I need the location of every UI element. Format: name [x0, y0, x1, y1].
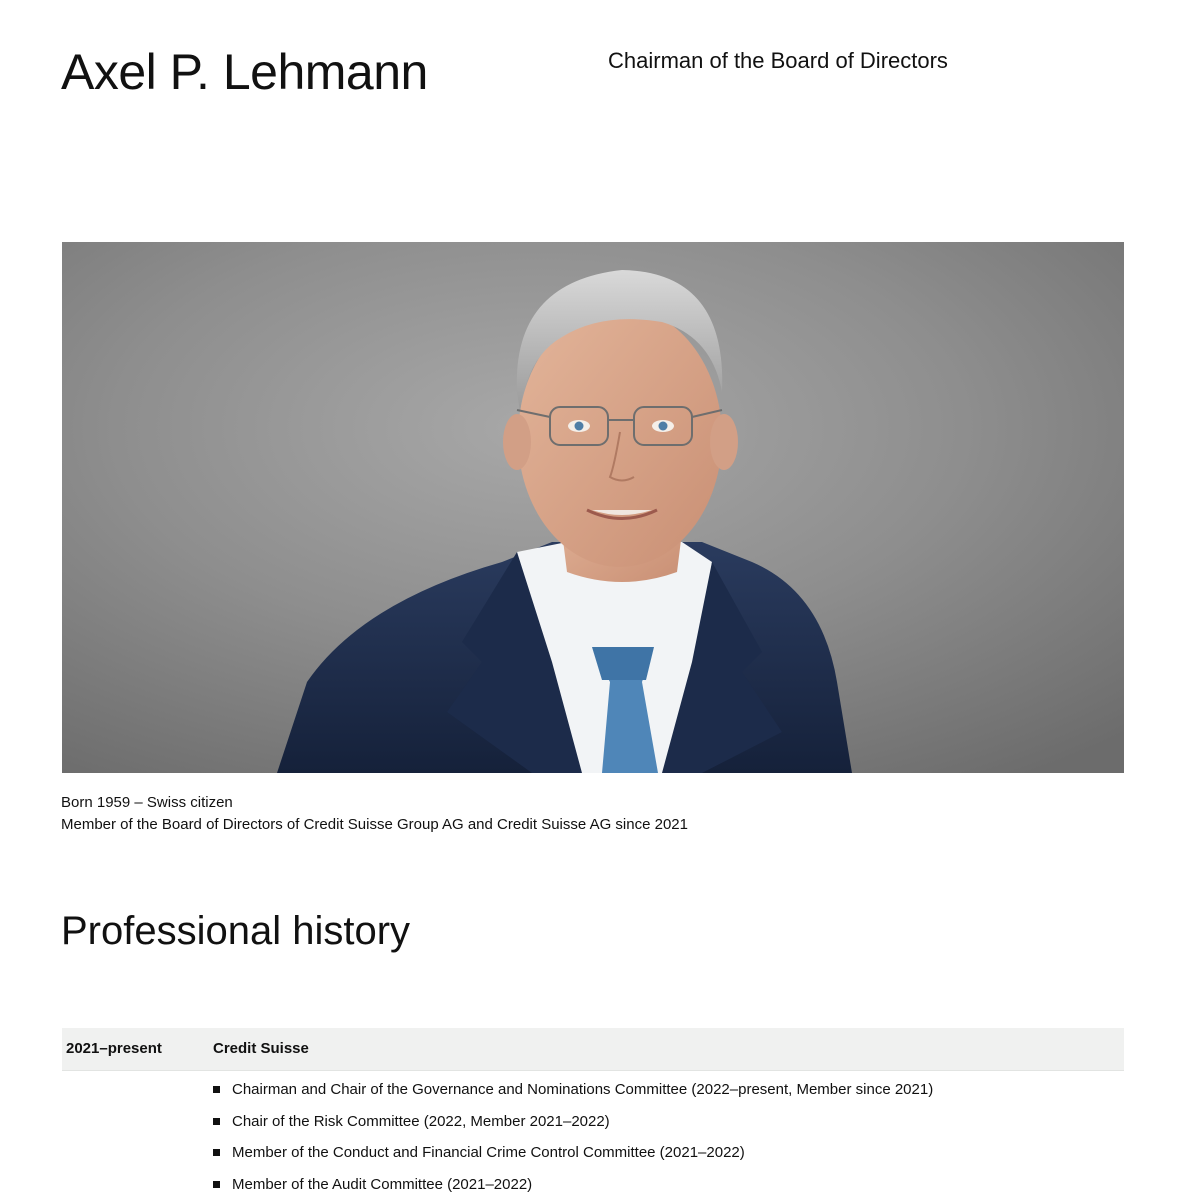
portrait-photo	[62, 242, 1124, 773]
square-bullet-icon	[213, 1118, 220, 1125]
role-title: Chairman of the Board of Directors	[608, 48, 948, 73]
list-item-text: Chair of the Risk Committee (2022, Member 2021–2022)	[232, 1112, 610, 1130]
list-item	[213, 1110, 933, 1142]
square-bullet-icon	[213, 1086, 220, 1093]
list-item	[213, 1078, 933, 1110]
list-item-text: Member of the Audit Committee (2021–2022)	[232, 1175, 533, 1193]
list-item-text: Chairman and Chair of the Governance and Nominations Committee (2022–present, Member since 2021)	[232, 1081, 934, 1098]
professional-history-heading: Professional history	[61, 909, 411, 953]
list-item	[213, 1141, 933, 1173]
history-row-header	[62, 1028, 1124, 1071]
list-item	[213, 1173, 933, 1200]
bio-summary	[61, 792, 688, 836]
page-title: Axel P. Lehmann	[61, 44, 428, 100]
portrait-illustration	[62, 242, 1124, 773]
history-item-list	[213, 1078, 933, 1200]
list-item-text: Member of the Conduct and Financial Crime Control Committee (2021–2022)	[232, 1144, 745, 1161]
square-bullet-icon	[213, 1181, 220, 1188]
history-period: 2021–present	[66, 1040, 162, 1057]
square-bullet-icon	[213, 1149, 220, 1156]
history-organization: Credit Suisse	[213, 1040, 309, 1057]
membership-info: Member of the Board of Directors of Credit Suisse Group AG and Credit Suisse AG since 2021	[61, 816, 688, 833]
birth-info: Born 1959 – Swiss citizen	[61, 794, 233, 811]
